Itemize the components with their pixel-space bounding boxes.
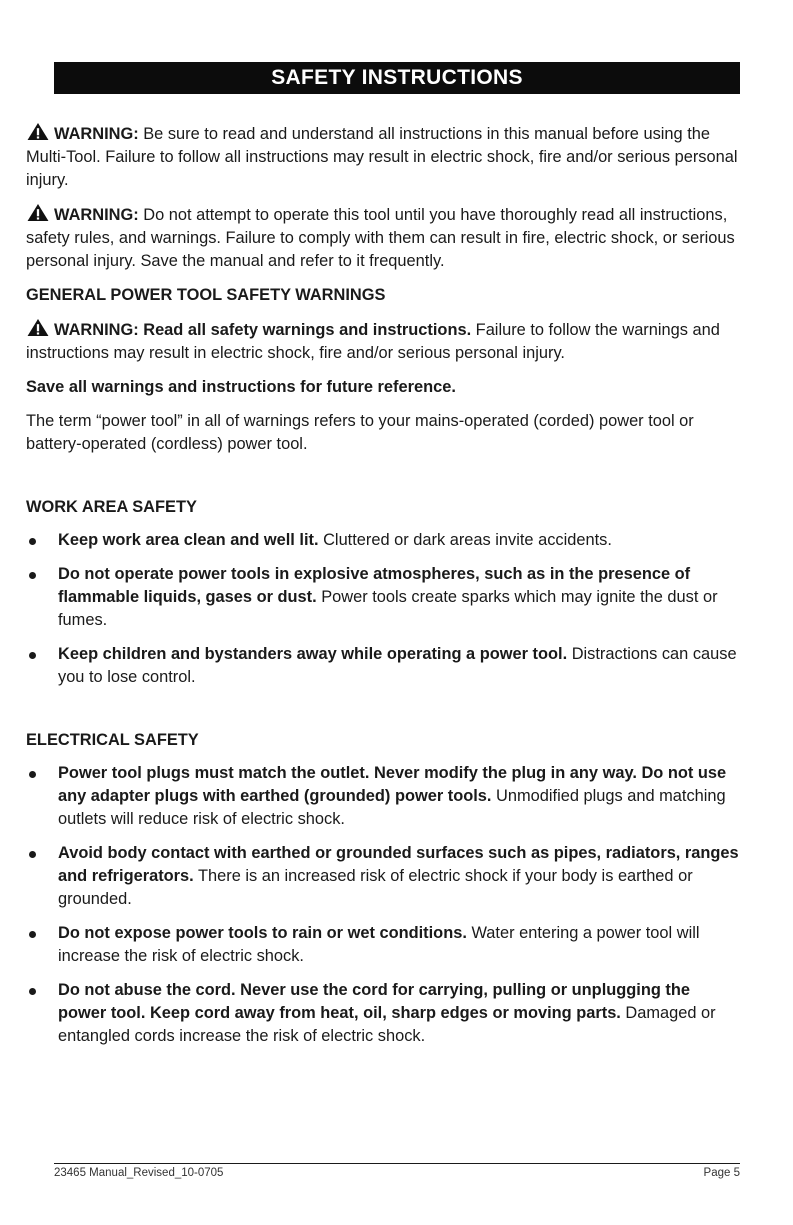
bullet-icon <box>29 771 36 778</box>
item-text: Water entering a power tool will increase the risk of electric shock. <box>58 924 700 965</box>
electrical-list <box>26 762 740 1048</box>
general-warning <box>26 318 740 365</box>
bullet-icon <box>29 572 36 579</box>
bullet-icon <box>29 931 36 938</box>
general-heading: GENERAL POWER TOOL SAFETY WARNINGS <box>26 286 386 304</box>
section-banner <box>54 62 740 94</box>
warning-label: WARNING: <box>54 206 139 224</box>
list-item <box>26 922 740 968</box>
warning-triangle-icon <box>26 203 50 222</box>
warning-triangle-icon <box>26 318 50 337</box>
term-note: The term “power tool” in all of warnings refers to your mains-operated (corded) power tool or battery-operated (cordless) power tool. <box>26 412 694 453</box>
work-area-list <box>26 529 740 689</box>
item-bold-text: Do not abuse the cord. Never use the cord for carrying, pulling or unplugging the power tool. Keep cord away from heat, oil, sharp edges or moving parts. <box>58 981 690 1022</box>
item-bold-text: Avoid body contact with earthed or grounded surfaces such as pipes, radiators, ranges and refrigerators. <box>58 844 739 885</box>
page-footer <box>54 1163 740 1179</box>
item-text: There is an increased risk of electric shock if your body is earthed or grounded. <box>58 867 693 908</box>
item-bold-text: Keep work area clean and well lit. <box>58 531 319 549</box>
work-area-heading: WORK AREA SAFETY <box>26 498 197 516</box>
intro-warning-2 <box>26 203 740 273</box>
document-body <box>26 122 740 1059</box>
page-title: SAFETY INSTRUCTIONS <box>271 66 523 89</box>
item-bold-text: Keep children and bystanders away while operating a power tool. <box>58 645 568 663</box>
warning-triangle-icon <box>26 122 50 141</box>
warning-text: Failure to follow the warnings and instructions may result in electric shock, fire and/or serious personal injury. <box>26 321 720 362</box>
list-item <box>26 643 740 689</box>
bullet-icon <box>29 851 36 858</box>
list-item <box>26 979 740 1048</box>
item-text: Cluttered or dark areas invite accidents. <box>318 531 612 549</box>
item-text: Damaged or entangled cords increase the risk of electric shock. <box>58 1004 716 1045</box>
warning-label: WARNING: <box>54 125 139 143</box>
warning-label: WARNING: Read all safety warnings and instructions. <box>54 321 472 339</box>
page-number: Page 5 <box>703 1167 740 1179</box>
list-item <box>26 529 740 552</box>
list-item <box>26 563 740 632</box>
warning-text: Do not attempt to operate this tool until you have thoroughly read all instructions, safety rules, and warnings. Failure to comply with them can result in fire, electric shock, or serious personal injury. Save the manual and refer to it frequently. <box>26 206 735 270</box>
item-bold-text: Power tool plugs must match the outlet. Never modify the plug in any way. Do not use any adapter plugs with earthed (grounded) power tools. <box>58 764 727 805</box>
bullet-icon <box>29 538 36 545</box>
bullet-icon <box>29 652 36 659</box>
item-bold-text: Do not expose power tools to rain or wet conditions. <box>58 924 467 942</box>
intro-warning-1 <box>26 122 740 192</box>
item-bold-text: Do not operate power tools in explosive atmospheres, such as in the presence of flammable liquids, gases or dust. <box>58 565 691 606</box>
document-id: 23465 Manual_Revised_10-0705 <box>54 1167 224 1179</box>
electrical-heading: ELECTRICAL SAFETY <box>26 731 199 749</box>
item-text: Power tools create sparks which may ignite the dust or fumes. <box>58 588 718 629</box>
item-text: Distractions can cause you to lose control. <box>58 645 737 686</box>
item-text: Unmodified plugs and matching outlets will reduce risk of electric shock. <box>58 787 726 828</box>
save-note: Save all warnings and instructions for future reference. <box>26 378 456 396</box>
bullet-icon <box>29 988 36 995</box>
list-item <box>26 762 740 831</box>
warning-text: Be sure to read and understand all instructions in this manual before using the Multi-Tool. Failure to follow all instructions may result in electric shock, fire and/or serious personal injury. <box>26 125 738 189</box>
list-item <box>26 842 740 911</box>
